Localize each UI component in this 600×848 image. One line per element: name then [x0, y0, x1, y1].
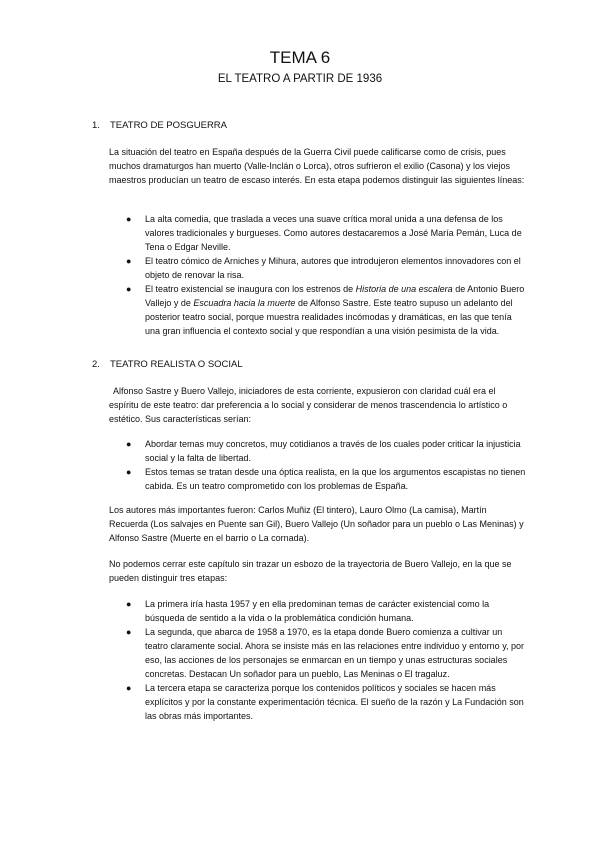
text-run: de Alfonso Sastre. Este teatro supuso un adelanto del posterior teatro social, porque muestra realidades incómodas y dramáticas, en las que tenía una gran influencia el contexto social y que respondían a una visión pesimista de la vida. — [145, 298, 513, 336]
section-heading-posguerra — [92, 120, 227, 131]
bullet-icon: ● — [126, 284, 132, 294]
buero-intro-paragraph: No podemos cerrar este capítulo sin trazar un esbozo de la trayectoria de Buero Vallejo, en la que se pueden distinguir tres etapas: — [109, 559, 512, 583]
list-item-text — [145, 284, 524, 336]
bullet-icon: ● — [126, 439, 132, 449]
document-title: TEMA 6 — [269, 48, 331, 67]
text-run: El teatro existencial se inaugura con los estrenos de — [145, 284, 356, 294]
list-item-text: La segunda, que abarca de 1958 a 1970, es la etapa donde Buero comienza a cultivar un teatro claramente social. Ahora se insiste más en las relaciones entre individuo y entorno y, por eso, las acciones de los personajes se enmarcan en un tiempo y unas estructuras sociales concretas. Destacan Un soñador para un pueblo, Las Meninas o El tragaluz. — [145, 627, 525, 679]
bullet-icon: ● — [126, 214, 132, 224]
text-run: de Antonio Buero Vallejo y de — [145, 284, 525, 308]
section-number: 1. — [92, 120, 100, 131]
list-item — [109, 597, 527, 625]
work-title: Historia de una escalera — [355, 284, 453, 294]
list-item-text: La alta comedia, que traslada a veces una suave crítica moral unida a una defensa de los valores tradicionales y burgueses. Como autores destacaremos a José María Pemán, Luca de Tena o Edgar Neville. — [145, 214, 522, 252]
posguerra-lines-list — [109, 212, 527, 338]
bullet-icon: ● — [126, 467, 132, 477]
section-title: TEATRO DE POSGUERRA — [110, 120, 228, 131]
bullet-icon: ● — [126, 256, 132, 266]
list-item-text: Estos temas se tratan desde una óptica realista, en la que los argumentos escapistas no tienen cabida. Es un teatro comprometido con los problemas de España. — [145, 467, 526, 491]
list-item — [109, 625, 527, 681]
list-item-text: Abordar temas muy concretos, muy cotidianos a través de los cuales poder criticar la injusticia social y la falta de libertad. — [145, 439, 521, 463]
list-item — [109, 212, 527, 254]
list-item-text: El teatro cómico de Arniches y Mihura, autores que introdujeron elementos innovadores con el objeto de renovar la risa. — [145, 256, 521, 280]
list-item — [109, 465, 527, 493]
bullet-icon: ● — [126, 599, 132, 609]
list-item — [109, 681, 527, 723]
document-subtitle: EL TEATRO A PARTIR DE 1936 — [217, 73, 383, 85]
list-item-text: La primera iría hasta 1957 y en ella predominan temas de carácter existencial como la búsqueda de sentido a la vida o la problemática condición humana. — [145, 599, 490, 623]
section-intro-paragraph: La situación del teatro en España después de la Guerra Civil puede calificarse como de crisis, pues muchos dramaturgos han muerto (Valle-Inclán o Lorca), otros sufrieron el exilio (Casona) y los viejos maestros producían un teatro de escaso interés. En esta etapa podemos distinguir las siguientes líneas: — [109, 147, 525, 185]
list-item-text: La tercera etapa se caracteriza porque los contenidos políticos y sociales se hacen más explícitos y por la constante experimentación técnica. El sueño de la razón y La Fundación son las obras más importantes. — [145, 683, 524, 721]
section-title: TEATRO REALISTA O SOCIAL — [110, 359, 243, 370]
buero-stages-list — [109, 597, 527, 723]
section-intro-paragraph: Alfonso Sastre y Buero Vallejo, iniciadores de esta corriente, expusieron con claridad cuál era el espíritu de este teatro: dar preferencia a lo social y considerar de menos trascendencia lo artístico o estético. Sus características serían: — [109, 386, 508, 424]
list-item — [109, 282, 527, 338]
list-item — [109, 254, 527, 282]
section-heading-realista — [92, 359, 243, 370]
characteristics-list — [109, 437, 527, 493]
bullet-icon: ● — [126, 683, 132, 693]
work-title: Escuadra hacia la muerte — [193, 298, 296, 308]
section-number: 2. — [92, 359, 100, 370]
authors-paragraph: Los autores más importantes fueron: Carlos Muñiz (El tintero), Lauro Olmo (La camisa), Martín Recuerda (Los salvajes en Puente san Gil), Buero Vallejo (Un soñador para un pueblo o Las Meninas) y Alfonso Sastre (Muerte en el barrio o La cornada). — [109, 505, 524, 543]
list-item — [109, 437, 527, 465]
bullet-icon: ● — [126, 627, 132, 637]
